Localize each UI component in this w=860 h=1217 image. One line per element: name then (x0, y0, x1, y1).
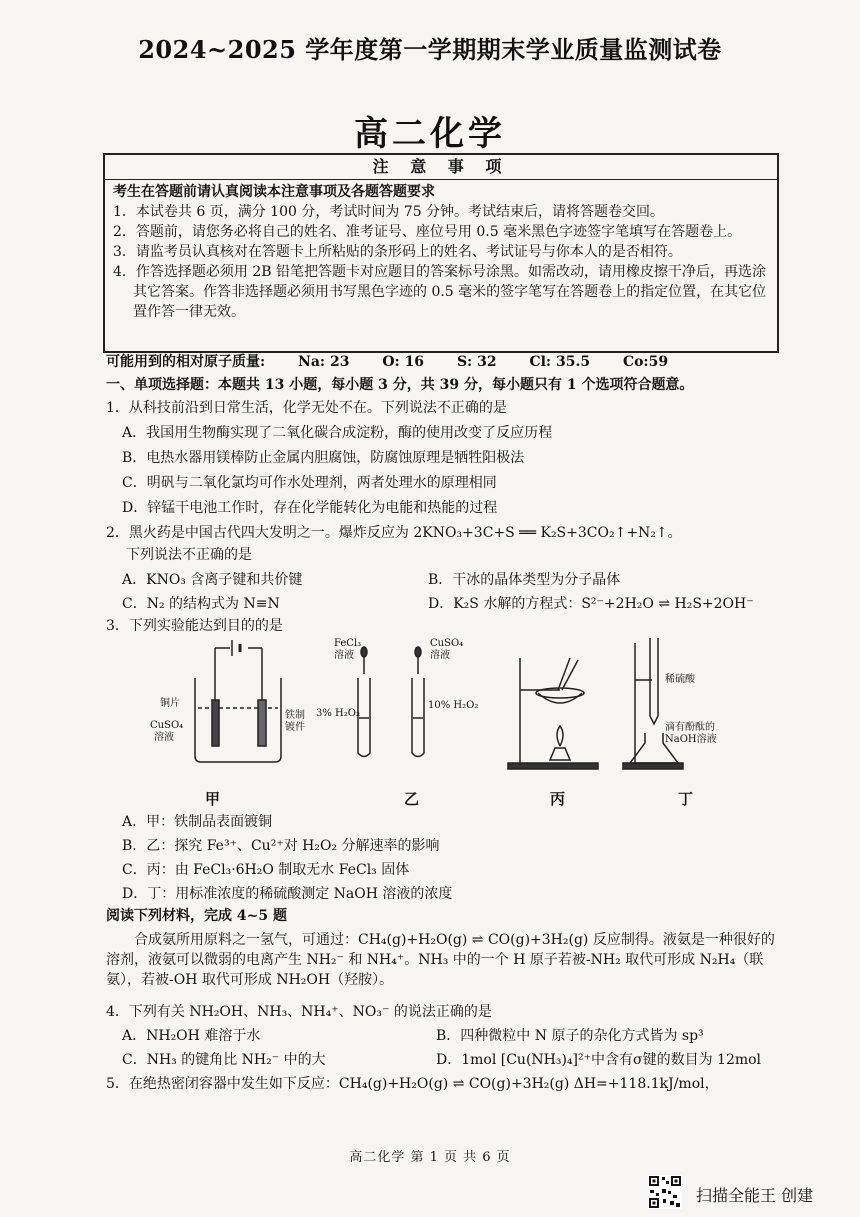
notice-box (103, 153, 779, 353)
atomic-mass-o: O: 16 (382, 354, 425, 370)
notice-lead: 考生在答题前请认真阅读本注意事项及各题答题要求 (113, 184, 435, 200)
notice-item-4: 4．作答选择题必须用 2B 铅笔把答题卡对应题目的答案标号涂黑。如需改动，请用橡皮擦干净后，再选涂其它答案。作答非选择题必须用书写黑色字迹的 0.5 毫米的签字笔写在答题卷上的指定位置，在其它位置作答一律无效。 (113, 264, 767, 320)
label-h2o2-3: 3% H₂O₂ (316, 708, 360, 719)
atomic-mass-s: S: 32 (456, 354, 497, 370)
label-fecl3: FeCl₃ (334, 638, 362, 649)
q4-option-d: D．1mol [Cu(NH₃)₄]²⁺中含有σ键的数目为 12mol (436, 1052, 762, 1068)
exam-title: 2024~2025 学年度第一学期期末学业质量监测试卷 (138, 35, 722, 64)
notice-item-1: 1．本试卷共 6 页，满分 100 分，考试时间为 75 分钟。考试结束后，请将答题卷交回。 (113, 204, 665, 220)
q4-option-a: A．NH₂OH 难溶于水 (122, 1028, 261, 1044)
label-solution-c: 溶液 (430, 650, 450, 661)
label-iron-piece: 铁制 (285, 710, 305, 721)
notice-item-2: 2．答题前，请您务必将自己的姓名、准考证号、座位号用 0.5 毫米黑色字迹签字笔填写在答题卷上。 (113, 224, 742, 240)
qr-code-icon (648, 1175, 682, 1209)
label-solution-a: 溶液 (154, 732, 174, 743)
q3-figure (140, 638, 760, 778)
q4-option-b: B．四种微粒中 N 原子的杂化方式皆为 sp³ (436, 1028, 704, 1044)
label-phenolphthalein: 滴有酚酞的 (665, 722, 715, 733)
atomic-masses (106, 352, 696, 372)
q1-option-d: D．锌锰干电池工作时，存在化学能转化为电能和热能的过程 (122, 500, 498, 516)
q1-option-c: C．明矾与二氧化氯均可作水处理剂，两者处理水的原理相同 (122, 475, 497, 491)
q1-option-b: B．电热水器用镁棒防止金属内胆腐蚀，防腐蚀原理是牺牲阳极法 (122, 450, 525, 466)
fig-label-yi: 乙 (404, 790, 420, 808)
q3-option-a: A．甲：铁制品表面镀铜 (122, 814, 273, 830)
q2-option-b: B．干冰的晶体类型为分子晶体 (428, 572, 621, 588)
label-cuso4: CuSO₄ (150, 720, 184, 731)
label-copper-plate: 铜片 (160, 698, 180, 709)
q5-stem: 5．在绝热密闭容器中发生如下反应：CH₄(g)+H₂O(g) ⇌ CO(g)+3H₂(g) ΔH=+118.1kJ/mol， (106, 1076, 719, 1092)
fig-label-ding: 丁 (678, 790, 694, 808)
q4-stem: 4．下列有关 NH₂OH、NH₃、NH₄⁺、NO₃⁻ 的说法正确的是 (106, 1004, 492, 1020)
scanner-watermark (648, 1175, 848, 1211)
label-dilute-sulfuric: 稀硫酸 (665, 674, 695, 685)
label-cuso4-b: CuSO₄ (430, 638, 464, 649)
atomic-mass-cl: Cl: 35.5 (529, 354, 591, 370)
notice-item-3: 3．请监考员认真核对在答题卡上所粘贴的条形码上的姓名、考试证号与你本人的是否相符。 (113, 244, 682, 260)
q1-option-a: A．我国用生物酶实现了二氧化碳合成淀粉，酶的使用改变了反应历程 (122, 425, 553, 441)
reading-title: 阅读下列材料，完成 4~5 题 (106, 908, 287, 924)
evaporation-setup (508, 658, 598, 769)
label-naoh-solution: NaOH溶液 (665, 734, 717, 745)
page-footer: 高二化学 第 1 页 共 6 页 (349, 1150, 511, 1165)
q2-option-d: D．K₂S 水解的方程式：S²⁻+2H₂O ⇌ H₂S+2OH⁻ (428, 596, 754, 612)
q3-option-c: C．丙：由 FeCl₃·6H₂O 制取无水 FeCl₃ 固体 (122, 862, 410, 878)
q2-stem: 2．黑火药是中国古代四大发明之一。爆炸反应为 2KNO₃+3C+S ══ K₂S+3CO₂↑+N₂↑。 (106, 525, 682, 541)
notice-heading: 注 意 事 项 (105, 155, 777, 180)
section-heading: 一、单项选择题：本题共 13 小题，每小题 3 分，共 39 分，每小题只有 1 个选项符合题意。 (106, 377, 694, 393)
fig-label-jia: 甲 (205, 790, 221, 808)
electroplating-cell (195, 640, 281, 762)
atomic-masses-label: 可能用到的相对原子质量: (106, 354, 266, 370)
reading-body: 合成氨所用原料之一氢气，可通过：CH₄(g)+H₂O(g) ⇌ CO(g)+3H₂(g) 反应制得。液氨是一种很好的溶剂，液氨可以微弱的电离产生 NH₂⁻ 和 NH₄⁺。NH₃ 中的一个 H 原子若被-NH₂ 取代可形成 N₂H₄（联氨），若被-OH 取代可形成 NH₂OH（羟胺）。 (106, 932, 775, 988)
label-plated-part: 镀件 (285, 722, 305, 733)
q1-stem: 1．从科技前沿到日常生活，化学无处不在。下列说法不正确的是 (106, 400, 507, 416)
q2-option-c: C．N₂ 的结构式为 N≡N (122, 596, 280, 612)
q3-option-b: B．乙：探究 Fe³⁺、Cu²⁺对 H₂O₂ 分解速率的影响 (122, 838, 440, 854)
test-tubes (358, 647, 424, 757)
subject-title: 高二化学 (354, 114, 506, 154)
scanner-watermark-text: 扫描全能王 创建 (696, 1186, 814, 1205)
q2-option-a: A．KNO₃ 含离子键和共价键 (122, 572, 303, 588)
q4-option-c: C．NH₃ 的键角比 NH₂⁻ 中的大 (122, 1052, 326, 1068)
q3-option-d: D．丁：用标准浓度的稀硫酸测定 NaOH 溶液的浓度 (122, 886, 453, 902)
titration-setup (623, 638, 683, 769)
atomic-mass-na: Na: 23 (298, 354, 350, 370)
q3-stem: 3．下列实验能达到目的的是 (106, 618, 283, 634)
fig-label-bing: 丙 (550, 790, 566, 808)
label-h2o2-10: 10% H₂O₂ (428, 700, 479, 711)
q2-stem-cont: 下列说法不正确的是 (126, 547, 252, 563)
atomic-mass-co: Co:59 (622, 354, 669, 370)
label-solution-b: 溶液 (334, 650, 354, 661)
